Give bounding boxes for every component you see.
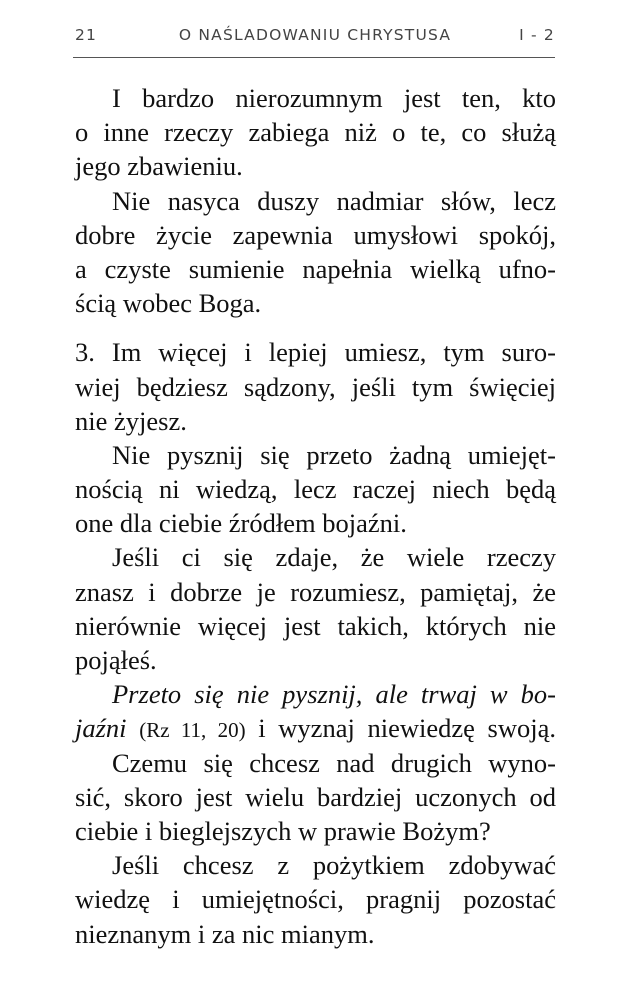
paragraph <box>75 81 556 184</box>
paragraph <box>75 335 556 438</box>
text-line: Jeśli ci się zdaje, że wiele rzeczy <box>112 542 556 573</box>
text-line: nością ni wiedzą, lecz raczej niech będą <box>75 474 556 505</box>
book-title: O NAŚLADOWANIU CHRYSTUSA <box>178 26 452 44</box>
text-line: znasz i dobrze je rozumiesz, pamiętaj, że <box>75 576 556 607</box>
text-line: pojąłeś. <box>75 645 157 675</box>
text-line: nieznanym i za nic mianym. <box>75 918 375 949</box>
text-line: sić, skoro jest wielu bardziej uczonych od <box>75 781 556 812</box>
text-line: ciebie i bieglejszych w prawie Bożym? <box>75 815 491 846</box>
text-line: one dla ciebie źródłem bojaźni. <box>75 508 407 539</box>
paragraph <box>75 848 556 951</box>
paragraph <box>75 540 556 677</box>
quote-italic: Przeto się nie pysznij, ale trwaj w bo- <box>112 679 556 710</box>
text-line: Nie pysznij się przeto żadną umiejęt- <box>112 439 556 470</box>
paragraph <box>75 677 556 745</box>
paragraph <box>75 184 556 321</box>
running-header <box>75 26 555 48</box>
text-segment: i wyznaj niewiedzę swoją. <box>258 713 557 744</box>
scripture-reference: (Rz 11, 20) <box>139 718 246 743</box>
text-line: wiedzę i umiejętności, pragnij pozostać <box>75 884 556 915</box>
text-line: dobre życie zapewnia umysłowi spokój, <box>75 219 556 250</box>
text-line: a czyste sumienie napełnia wielką ufno- <box>75 253 556 284</box>
section-marker: I - 2 <box>519 26 555 44</box>
text-line <box>75 677 556 711</box>
text-line: 3. Im więcej i lepiej umiesz, tym suro- <box>75 337 556 368</box>
text-line: nierównie więcej jest takich, których nie <box>75 610 556 641</box>
paragraph <box>75 438 556 541</box>
text-line: jego zbawieniu. <box>75 151 243 182</box>
text-line: nie żyjesz. <box>75 405 187 436</box>
section-gap <box>75 320 556 335</box>
text-line: Jeśli chcesz z pożytkiem zdobywać <box>112 850 556 881</box>
text-line: wiej będziesz sądzony, jeśli tym święciej <box>75 371 556 402</box>
body-text <box>75 81 556 951</box>
text-line <box>75 711 556 745</box>
text-line: I bardzo nierozumnym jest ten, kto <box>112 83 556 113</box>
text-line: Nie nasyca duszy nadmiar słów, lecz <box>112 185 556 216</box>
text-line: ścią wobec Boga. <box>75 288 262 319</box>
quote-italic: jaźni <box>75 713 127 744</box>
text-line: o inne rzeczy zabiega niż o te, co służą <box>75 117 556 148</box>
paragraph <box>75 746 556 849</box>
page-number: 21 <box>75 26 98 44</box>
header-rule <box>73 57 555 58</box>
text-line: Czemu się chcesz nad drugich wyno- <box>112 747 556 778</box>
